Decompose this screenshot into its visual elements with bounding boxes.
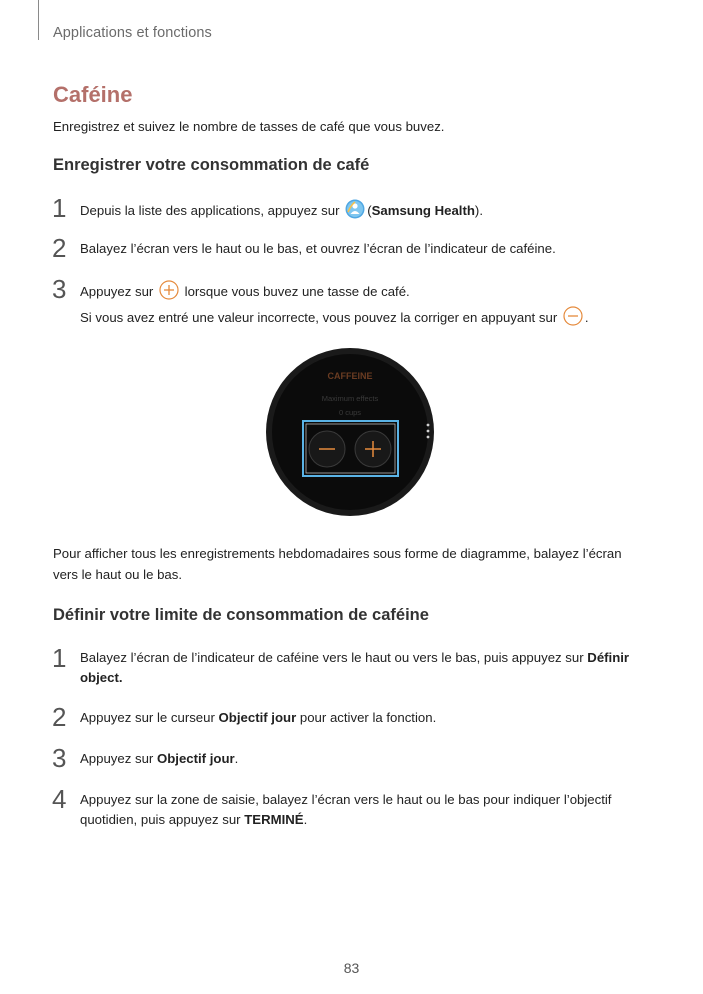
step-number: 3: [52, 274, 67, 304]
step-number: 4: [52, 784, 67, 814]
step-text-post: pour activer la fonction.: [299, 710, 437, 725]
plus-circle-icon: [159, 280, 179, 306]
step-text: Depuis la liste des applications, appuyez sur (Samsung Health).: [80, 199, 640, 225]
more-options-icon[interactable]: [427, 424, 430, 439]
watch-minus-button[interactable]: [309, 431, 345, 467]
step-text-pre: Appuyez sur le curseur: [80, 710, 215, 725]
page-title: Caféine: [53, 82, 133, 107]
minus-circle-icon: [563, 306, 583, 332]
step-text-bold: Objectif jour: [156, 751, 235, 766]
caption-text: Pour afficher tous les enregistrements hebdomadaires sous forme de diagramme, balayez l’écran vers le haut ou le bas.: [53, 546, 622, 582]
step-number: 1: [52, 193, 67, 223]
step-text-post: .: [303, 812, 308, 827]
step-text: [80, 749, 640, 769]
section-heading-limit: Définir votre limite de consommation de caféine: [53, 606, 429, 624]
step-text-pre: Appuyez sur: [80, 284, 154, 299]
step-number: 3: [52, 743, 67, 773]
step-text-bold: TERMINÉ: [244, 812, 304, 827]
step-text-pre: Depuis la liste des applications, appuyez sur: [80, 203, 340, 218]
section-heading-record: Enregistrer votre consommation de café: [53, 156, 370, 174]
watch-screen-illustration: [266, 348, 434, 516]
page-number: 83: [343, 960, 360, 976]
step-text: [80, 790, 640, 830]
step-text-bold: Définir object.: [80, 650, 630, 685]
samsung-health-app-icon: [345, 199, 365, 225]
step-note-text: Si vous avez entré une valeur incorrecte, vous pouvez la corriger en appuyant sur: [80, 310, 558, 325]
step-text-bold: Samsung Health: [371, 203, 475, 218]
step-number: 1: [52, 643, 67, 673]
step-text-post: ).: [474, 203, 483, 218]
step-text: [80, 708, 640, 728]
step-number: 2: [52, 233, 67, 263]
intro-text: Enregistrez et suivez le nombre de tasses de café que vous buvez.: [53, 119, 445, 134]
watch-screen-title: CAFFEINE: [327, 371, 373, 381]
step-text: Balayez l’écran vers le haut ou le bas, et ouvrez l’écran de l’indicateur de caféine.: [80, 241, 556, 256]
step-text-pre: Appuyez sur la zone de saisie, balayez l’écran vers le haut ou le bas pour indiquer l’objectif quotidien, puis appuyez sur: [80, 792, 612, 827]
corner-rule: [38, 0, 39, 40]
step-text-pre: Appuyez sur: [80, 751, 154, 766]
step-note: Si vous avez entré une valeur incorrecte, vous pouvez la corriger en appuyant sur .: [80, 306, 640, 332]
step-text: [80, 648, 640, 688]
watch-plus-button[interactable]: [355, 431, 391, 467]
step-text-pre: Balayez l’écran de l’indicateur de caféine vers le haut ou vers le bas, puis appuyez sur: [80, 650, 584, 665]
section-header: Applications et fonctions: [53, 25, 212, 41]
watch-screen-subtitle: Maximum effects: [321, 394, 379, 403]
step-text-bold: Objectif jour: [218, 710, 297, 725]
watch-screen-line: 0 cups: [338, 408, 362, 417]
step-text-post: .: [234, 751, 239, 766]
step-number: 2: [52, 702, 67, 732]
step-text-post: lorsque vous buvez une tasse de café.: [184, 284, 410, 299]
step-text: [80, 280, 640, 306]
